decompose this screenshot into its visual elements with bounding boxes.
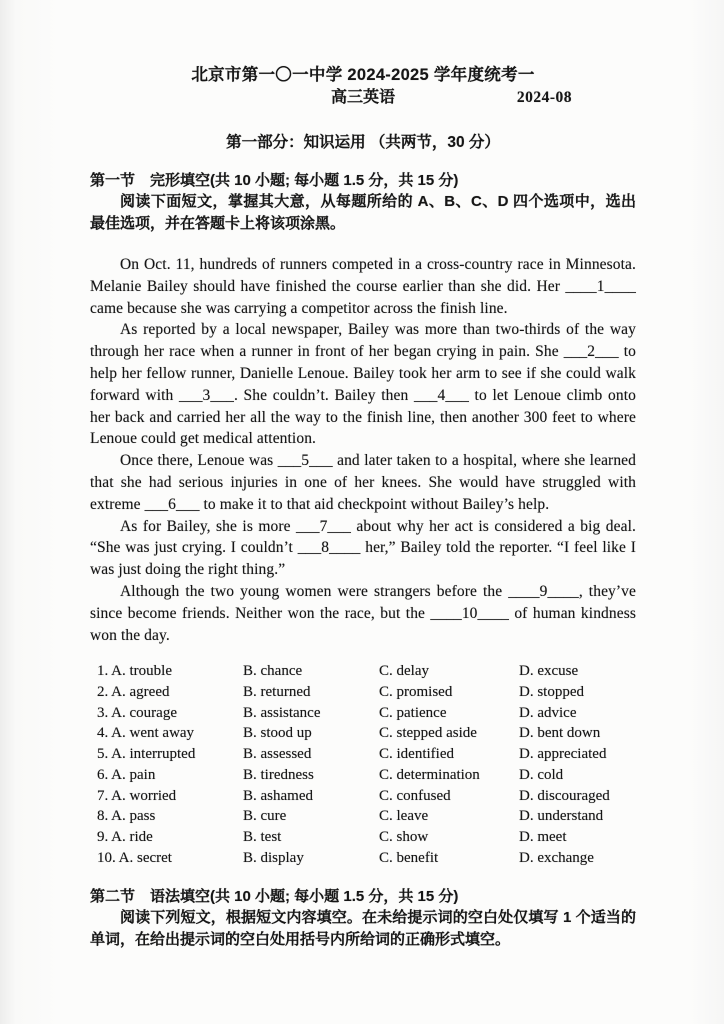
cloze-section-heading: 第一节 完形填空(共 10 小题; 每小题 1.5 分，共 15 分) — [90, 172, 459, 189]
option-cell: 7. A. worried — [97, 787, 177, 804]
options-table — [90, 661, 636, 868]
option-cell: C. patience — [379, 704, 447, 721]
option-row — [97, 848, 636, 869]
option-cell: C. stepped aside — [379, 725, 477, 742]
option-cell: B. test — [243, 828, 282, 845]
option-cell: 5. A. interrupted — [97, 746, 196, 763]
cloze-paragraph: Once there, Lenoue was ___5___ and later taken to a hospital, where she learned that she had serious injuries in one of her knees. She would have struggled with extreme ___6___ to make it to that aid checkpoint without Bailey’s help. — [90, 452, 636, 513]
option-row — [97, 744, 636, 765]
grammar-section-heading: 第二节 语法填空(共 10 小题; 每小题 1.5 分，共 15 分) — [90, 888, 459, 906]
option-cell: C. determination — [379, 766, 480, 783]
cloze-paragraph: On Oct. 11, hundreds of runners competed in a cross-country race in Minnesota. Melanie Bailey should have finished the course earlier than she did. Her ____1____ came because she was carrying a competitor across the finish line. — [90, 256, 636, 317]
option-row — [97, 827, 636, 848]
option-row — [97, 703, 636, 724]
option-row — [97, 723, 636, 744]
option-cell: B. chance — [243, 663, 303, 680]
option-cell: B. assessed — [243, 746, 312, 763]
option-cell: D. appreciated — [519, 746, 607, 763]
option-cell: C. benefit — [379, 849, 439, 866]
option-cell: 4. A. went away — [97, 725, 195, 742]
option-row — [97, 661, 636, 682]
option-cell: D. discouraged — [519, 787, 610, 804]
cloze-paragraph: Although the two young women were strangers before the ____9____, they’ve since become friends. Neither won the race, but the ____10____ of human kindness won the day. — [90, 582, 636, 644]
cloze-section — [90, 170, 636, 868]
cloze-passage — [90, 254, 636, 646]
option-row — [97, 786, 636, 807]
option-cell: B. display — [243, 849, 304, 866]
option-cell: D. cold — [519, 766, 564, 783]
option-cell: D. excuse — [519, 663, 579, 680]
option-cell: C. leave — [379, 808, 429, 825]
grammar-instructions: 阅读下列短文，根据短文内容填空。在未给提示词的空白处仅填写 1 个适当的单词，在给出提示词的空白处用括号内所给词的正确形式填空。 — [90, 909, 636, 948]
cloze-paragraph: As reported by a local newspaper, Bailey was more than two-thirds of the way through her race when a runner in front of her began crying in pain. She ___2___ to help her fellow runner, Danielle Lenoue. Bailey took her arm to see if she could walk forward with ___3___. She couldn’t. Bailey then ___4___ to let Lenoue climb onto her back and carried her all the way to the finish line, then another 300 feet to where Lenoue could get medical attention. — [90, 321, 636, 448]
option-cell: 2. A. agreed — [97, 684, 170, 701]
option-row — [97, 765, 636, 786]
option-cell: D. exchange — [519, 849, 594, 866]
cloze-instructions: 阅读下面短文，掌握其大意，从每题所给的 A、B、C、D 四个选项中，选出最佳选项，并在答题卡上将该项涂黑。 — [90, 193, 636, 232]
option-cell: 9. A. ride — [97, 828, 153, 845]
option-cell: B. returned — [243, 684, 311, 701]
option-row — [97, 682, 636, 703]
option-cell: 8. A. pass — [97, 808, 156, 825]
option-cell: 6. A. pain — [97, 766, 156, 783]
option-cell: B. ashamed — [243, 787, 313, 804]
grammar-section — [90, 886, 636, 950]
option-cell: B. cure — [243, 808, 287, 825]
part-one-heading: 第一部分：知识运用 （共两节，30 分） — [226, 134, 500, 151]
option-cell: 1. A. trouble — [97, 663, 172, 680]
option-cell: C. delay — [379, 663, 429, 680]
subtitle-row — [90, 86, 636, 110]
school-title: 北京市第一〇一中学 2024-2025 学年度统考一 — [191, 66, 535, 84]
exam-date: 2024-08 — [516, 89, 572, 106]
option-cell: B. tiredness — [243, 766, 314, 783]
option-cell: D. stopped — [519, 684, 584, 701]
option-cell: C. promised — [379, 684, 453, 701]
option-row — [97, 806, 636, 827]
option-cell: C. identified — [379, 746, 454, 763]
subject-title: 高三英语 — [330, 89, 395, 106]
option-cell: D. understand — [519, 808, 604, 825]
option-cell: C. confused — [379, 787, 451, 804]
option-cell: 3. A. courage — [97, 704, 177, 721]
option-cell: 10. A. secret — [97, 849, 172, 866]
option-cell: D. advice — [519, 704, 577, 721]
option-cell: D. bent down — [519, 725, 601, 742]
option-cell: C. show — [379, 828, 429, 845]
option-cell: B. stood up — [243, 725, 312, 742]
option-cell: B. assistance — [243, 704, 321, 721]
option-cell: D. meet — [519, 828, 567, 845]
cloze-paragraph: As for Bailey, she is more ___7___ about why her act is considered a big deal. “She was just crying. I couldn’t ___8____ her,” Bailey told the reporter. “I feel like I was just doing the right thing.” — [90, 517, 636, 579]
